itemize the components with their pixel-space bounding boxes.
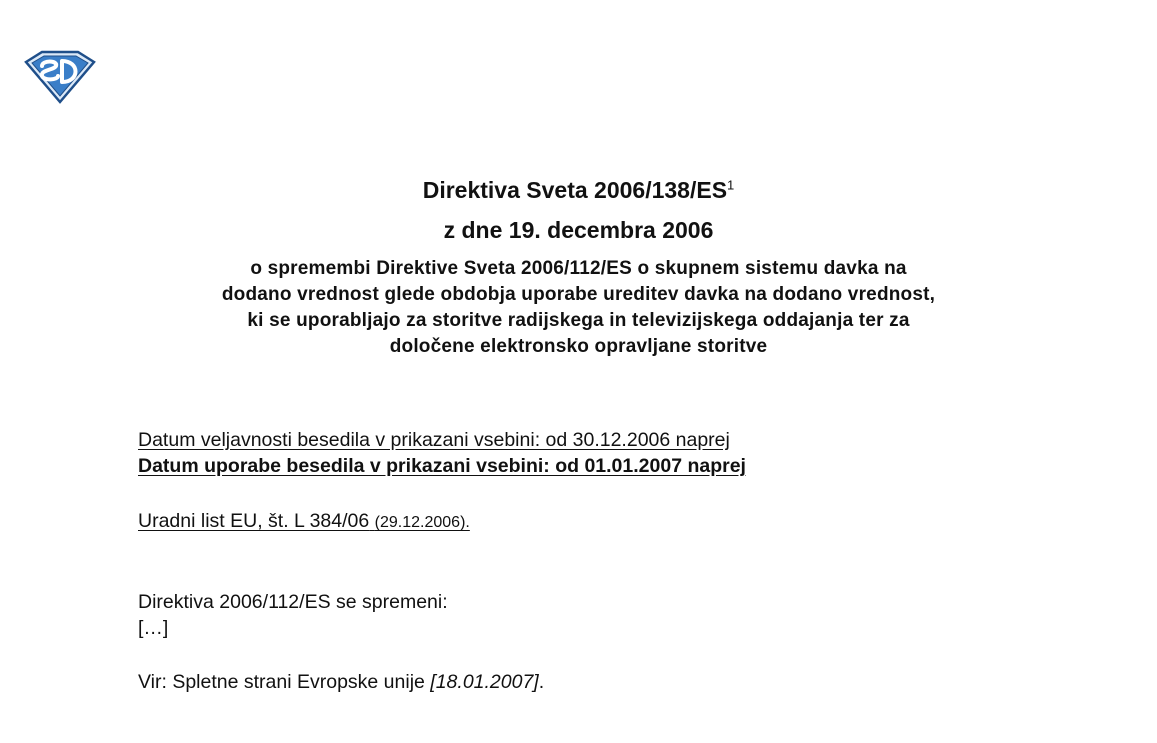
footnote-mark: 1 — [727, 177, 735, 193]
source-line — [138, 669, 544, 695]
application-date: Datum uporabe besedila v prikazani vsebini: od 01.01.2007 naprej — [138, 455, 746, 477]
document-date: z dne 19. decembra 2006 — [443, 217, 714, 243]
amendment-line: Direktiva 2006/112/ES se spremeni: — [138, 591, 448, 613]
document-title — [0, 174, 1157, 206]
subtitle-line-3: ki se uporabljajo za storitve radijskega in televizijskega oddajanja ter za — [247, 310, 910, 331]
journal-number: Uradni list EU, št. L 384/06 — [138, 510, 370, 532]
subtitle-line-1: o spremembi Direktive Sveta 2006/112/ES o skupnem sistemu davka na — [250, 258, 907, 279]
source-prefix: Vir: Spletne strani Evropske unije — [138, 671, 431, 693]
official-journal-reference — [138, 508, 470, 536]
document-subtitle — [0, 256, 1157, 360]
source-suffix: . — [538, 671, 545, 693]
title-text: Direktiva Sveta 2006/138/ES — [422, 177, 728, 203]
subtitle-line-4: določene elektronsko opravljane storitve — [389, 336, 768, 357]
subtitle-line-2: dodano vrednost glede obdobja uporabe ureditev davka na dodano vrednost, — [221, 284, 936, 305]
sd-shield-logo-icon — [22, 48, 96, 104]
journal-date: (29.12.2006). — [374, 514, 470, 531]
source-date: [18.01.2007] — [430, 671, 539, 693]
validity-date: Datum veljavnosti besedila v prikazani vsebini: od 30.12.2006 naprej — [138, 429, 730, 451]
ellipsis: […] — [138, 617, 169, 639]
